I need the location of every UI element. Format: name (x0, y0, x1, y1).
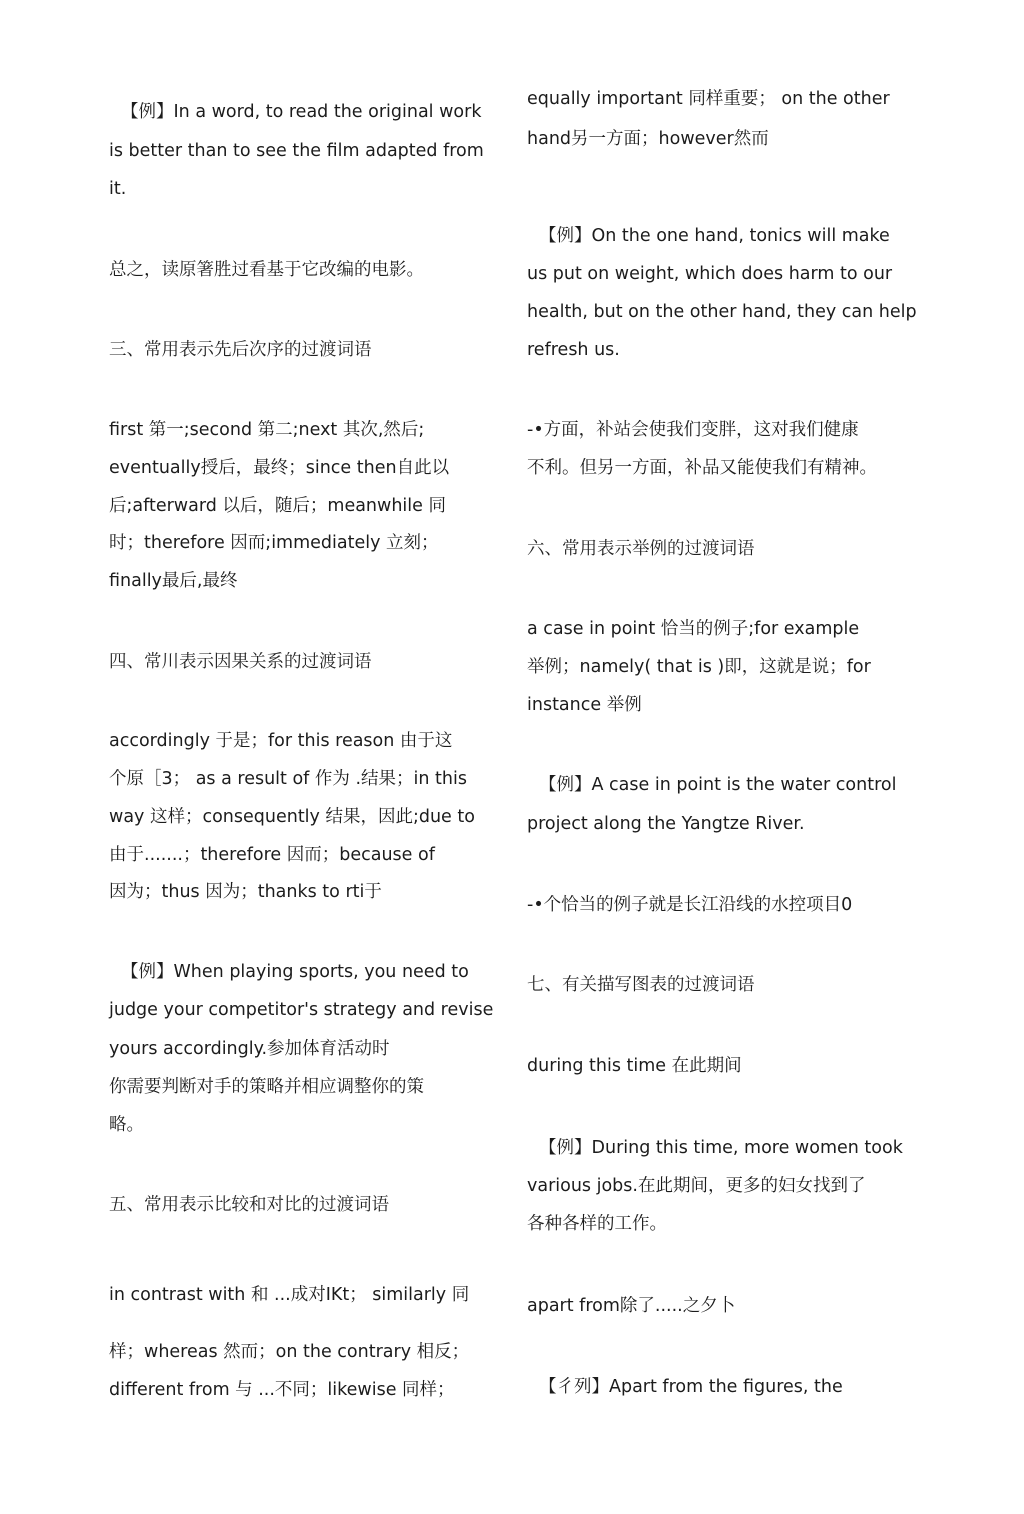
word-list-line: hand另一方面；however然而 (527, 129, 769, 149)
section-heading: 三、常用表示先后次序的过渡词语 (109, 340, 372, 360)
word-list-line: 由于.......；therefore 因而；because of (109, 845, 435, 865)
word-list-line: 时；therefore 因而;immediately 立刻； (109, 533, 439, 553)
section-heading: 七、有关描写图表的过渡词语 (527, 975, 755, 995)
example-line: 【例】When playing sports, you need to (121, 962, 469, 982)
section-heading: 四、常川表示因果关系的过渡词语 (109, 652, 372, 672)
example-line: 【例】On the one hand, tonics will make (539, 226, 890, 246)
example-line: refresh us. (527, 340, 620, 360)
word-list-line: in contrast with 和 ...成对IKt； similarly 同 (109, 1285, 470, 1305)
translation-line: 不利。但另一方面，补品又能使我们有精神。 (527, 458, 877, 478)
translation-paragraph: -•个恰当的例子就是长江沿线的水控项目0 (527, 895, 853, 915)
translation-paragraph: 总之，读原箸胜过看基于它改编的电影。 (109, 260, 424, 280)
phrase-line: apart from除了.....之夕卜 (527, 1296, 736, 1316)
word-list-line: first 第一;second 第二;next 其次,然后; (109, 420, 425, 440)
example-line: it. (109, 179, 127, 199)
word-list-line: a case in point 恰当的例子;for example (527, 619, 860, 639)
word-list-line: 因为；thus 因为；thanks to rti于 (109, 882, 382, 902)
word-list-line: 样；whereas 然而；on the contrary 相反； (109, 1342, 470, 1362)
example-line: 你需要判断对手的策略并相应调整你的策 (109, 1077, 424, 1097)
section-heading: 六、常用表示举例的过渡词语 (527, 539, 755, 559)
translation-line: -•方面，补站会使我们变胖，这对我们健康 (527, 420, 859, 440)
example-line: various jobs.在此期间，更多的妇女找到了 (527, 1176, 866, 1196)
word-list-line: different from 与 ...不同；likewise 同样； (109, 1380, 455, 1400)
example-line: 【例】During this time, more women took (539, 1138, 903, 1158)
word-list-line: instance 举例 (527, 695, 642, 715)
example-line: health, but on the other hand, they can help (527, 302, 917, 322)
example-line: 各种各样的工作。 (527, 1214, 667, 1234)
word-list-line: finally最后,最终 (109, 571, 238, 591)
example-line: us put on weight, which does harm to our (527, 264, 893, 284)
word-list-line: way 这样；consequently 结果，因此;due to (109, 807, 475, 827)
section-heading: 五、常用表示比较和对比的过渡词语 (109, 1195, 389, 1215)
word-list-line: equally important 同样重要； on the other (527, 89, 890, 109)
word-list-line: accordingly 于是；for this reason 由于这 (109, 731, 453, 751)
phrase-line: during this time 在此期间 (527, 1056, 742, 1076)
example-line: yours accordingly.参加体育活动时 (109, 1039, 390, 1059)
example-line: 【例】In a word, to read the original work (121, 102, 482, 122)
word-list-line: 个原［3； as a result of 作为 .结果；in this (109, 769, 467, 789)
example-line: project along the Yangtze River. (527, 814, 805, 834)
example-line: 略。 (109, 1115, 144, 1135)
example-line: 【彳列】Apart from the figures, the (539, 1377, 843, 1397)
word-list-line: eventually授后，最终；since then自此以 (109, 458, 450, 478)
word-list-line: 举例；namely( that is )即，这就是说；for (527, 657, 871, 677)
example-line: is better than to see the film adapted from (109, 141, 484, 161)
example-line: 【例】A case in point is the water control (539, 775, 897, 795)
word-list-line: 后;afterward 以后，随后；meanwhile 同 (109, 496, 446, 516)
example-line: judge your competitor's strategy and revise (109, 1000, 494, 1020)
